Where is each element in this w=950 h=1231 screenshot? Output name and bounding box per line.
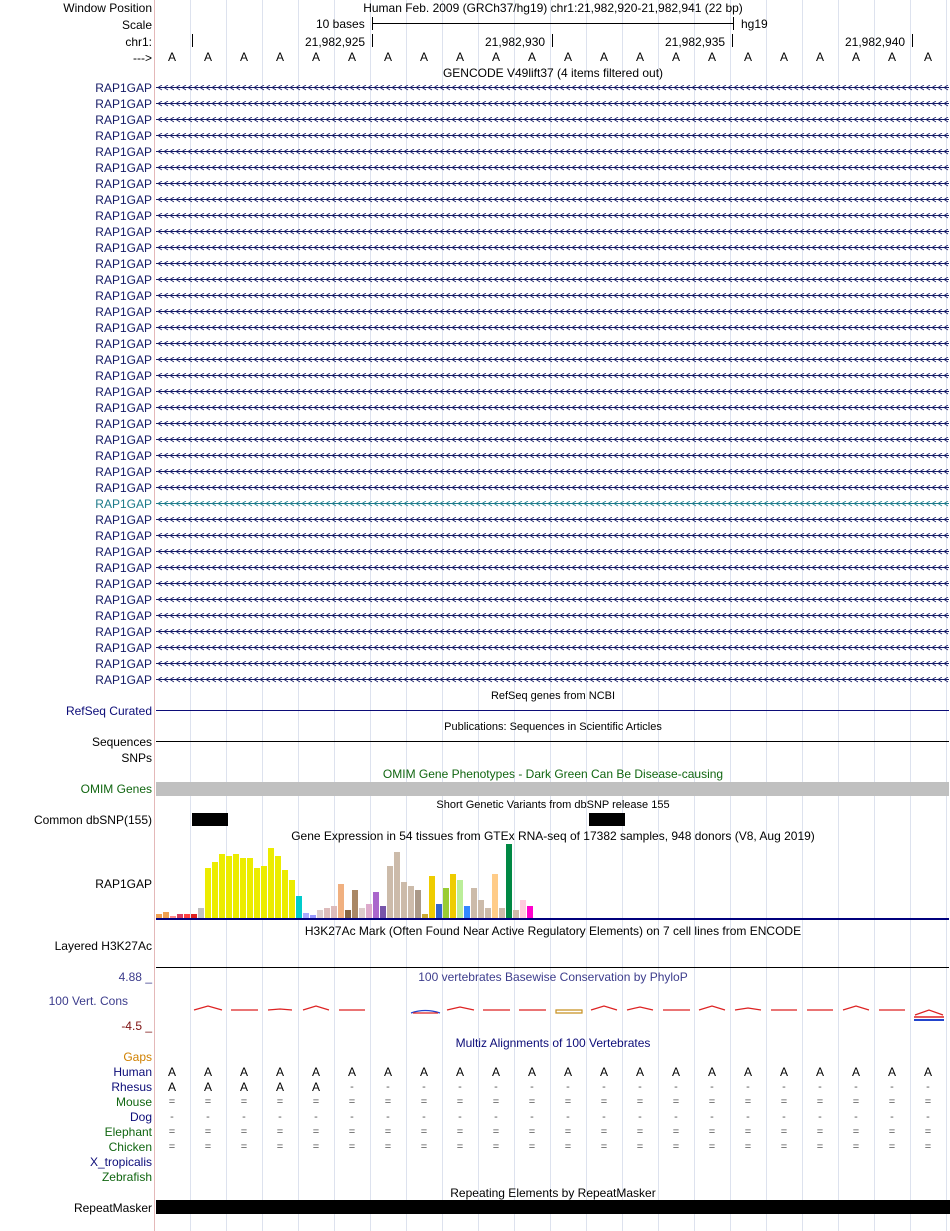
multiz-aligned-base: = (852, 1126, 860, 1138)
sequence-base: A (635, 50, 644, 64)
gencode-transcript-label[interactable]: RAP1GAP (95, 577, 152, 591)
multiz-aligned-base: = (204, 1096, 212, 1108)
multiz-aligned-base: = (564, 1096, 572, 1108)
multiz-aligned-base: - (746, 1111, 750, 1123)
cons-peak-18 (915, 1010, 943, 1015)
gencode-transcript-label[interactable]: RAP1GAP (95, 529, 152, 543)
cons-peak-16 (843, 1006, 869, 1010)
coord-tick-2: 21,982,930 (485, 35, 546, 49)
multiz-aligned-base: = (816, 1141, 824, 1153)
cons-peak-9 (591, 1006, 617, 1010)
multiz-aligned-base: = (456, 1141, 464, 1153)
multiz-aligned-base: = (924, 1126, 932, 1138)
multiz-aligned-base: A (419, 1065, 428, 1079)
window-position-text: Human Feb. 2009 (GRCh37/hg19) chr1:21,982,920-21,982,941 (22 bp) (363, 1, 743, 15)
gencode-transcript-label[interactable]: RAP1GAP (95, 673, 152, 687)
multiz-aligned-base: A (455, 1065, 464, 1079)
multiz-aligned-base: = (636, 1126, 644, 1138)
multiz-species-label[interactable]: Elephant (104, 1125, 152, 1139)
conservation-track-label[interactable]: 100 Vert. Cons (48, 994, 128, 1008)
multiz-aligned-base: - (350, 1111, 354, 1123)
multiz-species-label[interactable]: Chicken (108, 1140, 152, 1154)
gencode-transcript-label[interactable]: RAP1GAP (95, 289, 152, 303)
multiz-aligned-base: - (458, 1111, 462, 1123)
multiz-aligned-base: A (167, 1080, 176, 1094)
multiz-aligned-base: - (422, 1111, 426, 1123)
multiz-aligned-base: = (492, 1126, 500, 1138)
conservation-max-label: 4.88 _ (118, 970, 152, 984)
sequence-base: A (815, 50, 824, 64)
gencode-transcript-label[interactable]: RAP1GAP (95, 609, 152, 623)
gencode-transcript-label[interactable]: RAP1GAP (95, 641, 152, 655)
gencode-transcript-label[interactable]: RAP1GAP (95, 337, 152, 351)
multiz-aligned-base: A (311, 1080, 320, 1094)
multiz-aligned-base: = (888, 1096, 896, 1108)
multiz-aligned-base: A (779, 1065, 788, 1079)
multiz-aligned-base: A (239, 1080, 248, 1094)
multiz-aligned-base: = (744, 1141, 752, 1153)
gencode-transcript-label[interactable]: RAP1GAP (95, 449, 152, 463)
multiz-aligned-base: = (384, 1126, 392, 1138)
scale-assembly: hg19 (741, 17, 768, 31)
multiz-aligned-base: - (602, 1111, 606, 1123)
publications-sequences-label[interactable]: Sequences (91, 735, 152, 749)
multiz-aligned-base: = (564, 1141, 572, 1153)
multiz-aligned-base: = (492, 1096, 500, 1108)
multiz-aligned-base: = (672, 1126, 680, 1138)
gencode-transcript-label[interactable]: RAP1GAP (95, 433, 152, 447)
multiz-aligned-base: - (782, 1111, 786, 1123)
multiz-aligned-base: A (383, 1065, 392, 1079)
multiz-aligned-base: = (168, 1096, 176, 1108)
gencode-transcript-label[interactable]: RAP1GAP (95, 593, 152, 607)
sequence-base: A (275, 50, 284, 64)
multiz-track-title: Multiz Alignments of 100 Vertebrates (455, 1036, 651, 1050)
cons-peak-1 (194, 1006, 222, 1010)
multiz-aligned-base: = (168, 1126, 176, 1138)
repeatmasker-track-title: Repeating Elements by RepeatMasker (450, 1186, 656, 1200)
multiz-aligned-base: = (816, 1126, 824, 1138)
h3k27ac-track-label[interactable]: Layered H3K27Ac (54, 939, 152, 953)
multiz-aligned-base: - (422, 1081, 426, 1093)
multiz-aligned-base: = (672, 1096, 680, 1108)
refseq-track-title: RefSeq genes from NCBI (490, 690, 616, 702)
multiz-aligned-base: - (494, 1111, 498, 1123)
coord-tick-1: 21,982,925 (305, 35, 366, 49)
multiz-aligned-base: - (278, 1111, 282, 1123)
multiz-aligned-base: A (167, 1065, 176, 1079)
multiz-aligned-base: A (599, 1065, 608, 1079)
gencode-transcript-label[interactable]: RAP1GAP (95, 625, 152, 639)
sequence-base: A (887, 50, 896, 64)
sequence-base: A (455, 50, 464, 64)
gencode-transcript-label[interactable]: RAP1GAP (95, 353, 152, 367)
gencode-transcript-label[interactable]: RAP1GAP (95, 321, 152, 335)
sequence-base: A (671, 50, 680, 64)
multiz-aligned-base: - (314, 1111, 318, 1123)
multiz-aligned-base: A (923, 1065, 932, 1079)
multiz-aligned-base: A (743, 1065, 752, 1079)
gencode-transcript-label[interactable]: RAP1GAP (95, 561, 152, 575)
multiz-aligned-base: - (710, 1111, 714, 1123)
gencode-transcript-label[interactable]: RAP1GAP (95, 497, 152, 511)
multiz-aligned-base: = (564, 1126, 572, 1138)
sequence-base: A (383, 50, 392, 64)
sequence-base: A (851, 50, 860, 64)
multiz-aligned-base: = (780, 1126, 788, 1138)
repeatmasker-element[interactable] (156, 1200, 950, 1214)
multiz-aligned-base: = (636, 1141, 644, 1153)
multiz-aligned-base: = (204, 1141, 212, 1153)
multiz-aligned-base: = (384, 1141, 392, 1153)
gencode-track-title: GENCODE V49lift37 (4 items filtered out) (442, 66, 664, 80)
gencode-transcript-label[interactable]: RAP1GAP (95, 657, 152, 671)
gencode-transcript-label[interactable]: RAP1GAP (95, 209, 152, 223)
cons-dip-2 (556, 1010, 582, 1013)
multiz-aligned-base: - (926, 1111, 930, 1123)
multiz-aligned-base: = (312, 1141, 320, 1153)
gencode-transcript-label[interactable]: RAP1GAP (95, 273, 152, 287)
multiz-species-label[interactable]: X_tropicalis (89, 1155, 152, 1169)
multiz-aligned-base: - (710, 1081, 714, 1093)
multiz-aligned-base: = (312, 1126, 320, 1138)
dbsnp-track-title: Short Genetic Variants from dbSNP release 155 (436, 799, 670, 811)
multiz-aligned-base: = (348, 1096, 356, 1108)
multiz-aligned-base: - (890, 1081, 894, 1093)
multiz-aligned-base: - (818, 1111, 822, 1123)
sequence-base: A (707, 50, 716, 64)
multiz-aligned-base: = (456, 1096, 464, 1108)
multiz-aligned-base: - (242, 1111, 246, 1123)
multiz-aligned-base: A (239, 1065, 248, 1079)
multiz-aligned-base: = (780, 1096, 788, 1108)
multiz-aligned-base: - (530, 1081, 534, 1093)
multiz-aligned-base: = (240, 1141, 248, 1153)
multiz-aligned-base: = (384, 1096, 392, 1108)
sequence-base: A (203, 50, 212, 64)
gencode-transcript-label[interactable]: RAP1GAP (95, 545, 152, 559)
multiz-aligned-base: - (566, 1111, 570, 1123)
multiz-aligned-base: = (744, 1096, 752, 1108)
multiz-aligned-base: = (168, 1141, 176, 1153)
sequence-base: A (923, 50, 932, 64)
omim-track-title: OMIM Gene Phenotypes - Dark Green Can Be Disease-causing (382, 767, 724, 781)
multiz-aligned-base: = (348, 1126, 356, 1138)
gencode-transcript-label[interactable]: RAP1GAP (95, 225, 152, 239)
chrom-label: chr1: (125, 35, 152, 49)
multiz-aligned-base: - (566, 1081, 570, 1093)
multiz-aligned-base: = (672, 1141, 680, 1153)
gencode-transcript-label[interactable]: RAP1GAP (95, 129, 152, 143)
gtex-track-title: Gene Expression in 54 tissues from GTEx RNA-seq of 17382 samples, 948 donors (V8, Aug 2019) (291, 829, 815, 843)
multiz-species-label[interactable]: Zebrafish (101, 1170, 152, 1184)
sequence-base: A (599, 50, 608, 64)
multiz-gaps-label[interactable]: Gaps (123, 1050, 152, 1064)
multiz-aligned-base: = (348, 1141, 356, 1153)
repeatmasker-track-label[interactable]: RepeatMasker (73, 1201, 152, 1215)
multiz-aligned-base: = (420, 1126, 428, 1138)
multiz-aligned-base: = (888, 1141, 896, 1153)
gtex-track-label[interactable]: RAP1GAP (95, 877, 152, 891)
multiz-aligned-base: A (203, 1065, 212, 1079)
multiz-aligned-base: = (276, 1126, 284, 1138)
publications-snps-label[interactable]: SNPs (121, 751, 152, 765)
multiz-aligned-base: - (350, 1081, 354, 1093)
multiz-aligned-base: = (204, 1126, 212, 1138)
multiz-aligned-base: A (347, 1065, 356, 1079)
cons-peak-10 (627, 1007, 653, 1010)
multiz-aligned-base: = (312, 1096, 320, 1108)
multiz-aligned-base: = (852, 1141, 860, 1153)
gencode-transcript-label[interactable]: RAP1GAP (95, 465, 152, 479)
coord-tick-3: 21,982,935 (665, 35, 726, 49)
multiz-aligned-base: = (708, 1096, 716, 1108)
multiz-aligned-base: A (203, 1080, 212, 1094)
gencode-transcript-label[interactable]: RAP1GAP (95, 385, 152, 399)
multiz-aligned-base: = (852, 1096, 860, 1108)
multiz-aligned-base: A (671, 1065, 680, 1079)
multiz-aligned-base: - (638, 1111, 642, 1123)
multiz-aligned-base: A (275, 1065, 284, 1079)
multiz-aligned-base: = (528, 1126, 536, 1138)
gencode-transcript-label[interactable]: RAP1GAP (95, 369, 152, 383)
gencode-transcript-label[interactable]: RAP1GAP (95, 241, 152, 255)
conservation-track-title: 100 vertebrates Basewise Conservation by PhyloP (418, 970, 688, 984)
multiz-aligned-base: - (674, 1111, 678, 1123)
multiz-aligned-base: = (240, 1126, 248, 1138)
multiz-aligned-base: - (854, 1111, 858, 1123)
sequence-base: A (563, 50, 572, 64)
conservation-min-label: -4.5 _ (121, 1019, 152, 1033)
multiz-species-label[interactable]: Mouse (115, 1095, 152, 1109)
multiz-aligned-base: = (456, 1126, 464, 1138)
multiz-aligned-base: A (815, 1065, 824, 1079)
multiz-aligned-base: - (530, 1111, 534, 1123)
multiz-aligned-base: - (602, 1081, 606, 1093)
sequence-base: A (419, 50, 428, 64)
cons-peak-12 (699, 1006, 725, 1010)
gencode-transcript-label[interactable]: RAP1GAP (95, 177, 152, 191)
multiz-aligned-base: A (851, 1065, 860, 1079)
multiz-aligned-base: A (635, 1065, 644, 1079)
cons-peak-6 (447, 1007, 474, 1010)
publications-track-title: Publications: Sequences in Scientific Articles (444, 721, 662, 733)
sequence-base: A (491, 50, 500, 64)
multiz-aligned-base: A (311, 1065, 320, 1079)
gencode-transcript-label[interactable]: RAP1GAP (95, 305, 152, 319)
multiz-aligned-base: = (240, 1096, 248, 1108)
multiz-aligned-base: - (782, 1081, 786, 1093)
sequence-base: A (527, 50, 536, 64)
multiz-aligned-base: = (600, 1141, 608, 1153)
multiz-aligned-base: - (458, 1081, 462, 1093)
coord-tick-4: 21,982,940 (845, 35, 906, 49)
window-position-label: Window Position (63, 1, 152, 15)
cons-peak-13 (735, 1008, 761, 1010)
multiz-aligned-base: = (636, 1096, 644, 1108)
gencode-transcript-label[interactable]: RAP1GAP (95, 257, 152, 271)
multiz-aligned-base: = (492, 1141, 500, 1153)
multiz-aligned-base: - (674, 1081, 678, 1093)
multiz-aligned-base: A (491, 1065, 500, 1079)
multiz-aligned-base: = (744, 1126, 752, 1138)
gencode-transcript-label[interactable]: RAP1GAP (95, 481, 152, 495)
multiz-aligned-base: = (600, 1126, 608, 1138)
multiz-aligned-base: - (890, 1111, 894, 1123)
h3k27ac-track-title: H3K27Ac Mark (Often Found Near Active Regulatory Elements) on 7 cell lines from ENCODE (304, 924, 802, 938)
multiz-aligned-base: - (818, 1081, 822, 1093)
multiz-aligned-base: = (708, 1141, 716, 1153)
gencode-transcript-label[interactable]: RAP1GAP (95, 161, 152, 175)
cons-peak-4 (303, 1006, 329, 1010)
multiz-aligned-base: A (527, 1065, 536, 1079)
sequence-base: A (167, 50, 176, 64)
multiz-species-label[interactable]: Dog (129, 1110, 152, 1124)
multiz-aligned-base: - (746, 1081, 750, 1093)
sequence-base: A (779, 50, 788, 64)
gencode-transcript-label[interactable]: RAP1GAP (95, 113, 152, 127)
multiz-aligned-base: - (854, 1081, 858, 1093)
sequence-base: A (239, 50, 248, 64)
multiz-aligned-base: - (170, 1111, 174, 1123)
sequence-base: A (311, 50, 320, 64)
multiz-aligned-base: = (420, 1141, 428, 1153)
multiz-aligned-base: = (528, 1096, 536, 1108)
multiz-species-label[interactable]: Human (113, 1065, 152, 1079)
sequence-base: A (347, 50, 356, 64)
multiz-aligned-base: = (780, 1141, 788, 1153)
sequence-base: A (743, 50, 752, 64)
omim-track-label[interactable]: OMIM Genes (80, 782, 152, 796)
multiz-aligned-base: = (708, 1126, 716, 1138)
gencode-transcript-label[interactable]: RAP1GAP (95, 145, 152, 159)
scale-label: Scale (121, 18, 152, 32)
gencode-transcript-label[interactable]: RAP1GAP (95, 193, 152, 207)
multiz-aligned-base: - (494, 1081, 498, 1093)
gencode-transcript-label[interactable]: RAP1GAP (95, 401, 152, 415)
gencode-transcript-label[interactable]: RAP1GAP (95, 97, 152, 111)
multiz-aligned-base: = (816, 1096, 824, 1108)
gencode-transcript-label[interactable]: RAP1GAP (95, 513, 152, 527)
multiz-aligned-base: A (887, 1065, 896, 1079)
multiz-aligned-base: = (888, 1126, 896, 1138)
strand-label: ---> (133, 51, 152, 65)
multiz-aligned-base: = (600, 1096, 608, 1108)
multiz-aligned-base: - (386, 1111, 390, 1123)
multiz-aligned-base: = (528, 1141, 536, 1153)
multiz-species-label[interactable]: Rhesus (111, 1080, 152, 1094)
gencode-transcript-label[interactable]: RAP1GAP (95, 81, 152, 95)
multiz-aligned-base: - (386, 1081, 390, 1093)
refseq-track-label[interactable]: RefSeq Curated (65, 704, 152, 718)
multiz-aligned-base: = (276, 1141, 284, 1153)
multiz-aligned-base: = (420, 1096, 428, 1108)
multiz-aligned-base: = (924, 1141, 932, 1153)
multiz-aligned-base: A (275, 1080, 284, 1094)
multiz-aligned-base: A (563, 1065, 572, 1079)
multiz-aligned-base: = (924, 1096, 932, 1108)
gencode-transcript-label[interactable]: RAP1GAP (95, 417, 152, 431)
multiz-aligned-base: - (926, 1081, 930, 1093)
multiz-aligned-base: A (707, 1065, 716, 1079)
scale-bases-text: 10 bases (316, 17, 365, 31)
multiz-aligned-base: = (276, 1096, 284, 1108)
multiz-aligned-base: - (206, 1111, 210, 1123)
cons-peak-3 (268, 1009, 292, 1010)
multiz-aligned-base: - (638, 1081, 642, 1093)
dbsnp-track-label[interactable]: Common dbSNP(155) (33, 813, 152, 827)
